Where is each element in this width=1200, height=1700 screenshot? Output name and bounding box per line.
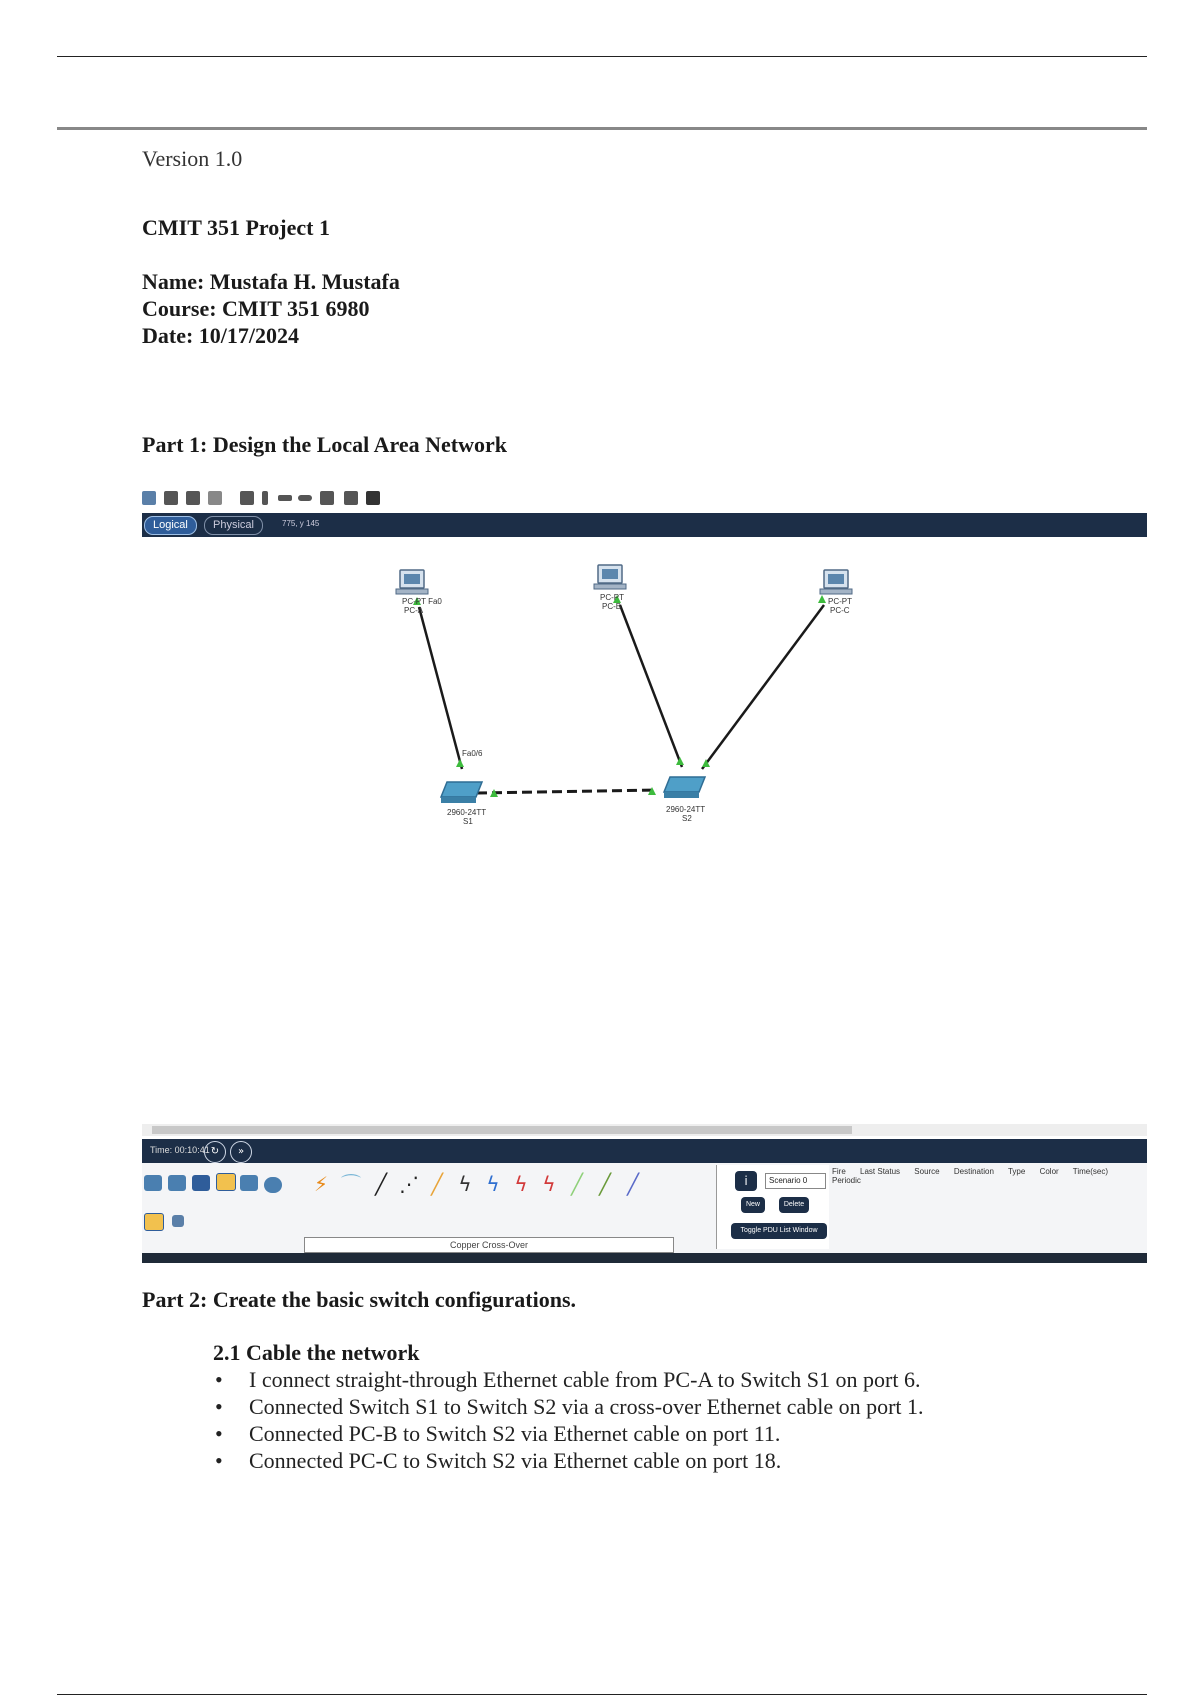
console-cable-icon[interactable]: ⌒: [341, 1172, 361, 1196]
footer-rule: [57, 1694, 1147, 1695]
network-topology: [142, 537, 1147, 1122]
packet-tracer-screenshot: [142, 486, 1147, 1263]
pc-a-icon[interactable]: [396, 570, 428, 594]
part1-heading: Part 1: Design the Local Area Network: [142, 432, 507, 457]
pc-c-type: PC-PT: [828, 597, 852, 606]
scenario-panel: [716, 1165, 829, 1249]
pc-a-type: PC-PT Fa0: [402, 597, 442, 606]
tab-physical[interactable]: Physical: [204, 516, 263, 535]
pc-c-icon[interactable]: [820, 570, 852, 594]
pc-a-label: PC-A: [404, 606, 424, 615]
port-light-s2-pcb: [676, 757, 684, 765]
serial-dce-icon[interactable]: ϟ: [514, 1172, 528, 1196]
note-icon[interactable]: [240, 491, 254, 505]
connections-icon[interactable]: [216, 1173, 236, 1191]
os-taskbar: [142, 1253, 1147, 1263]
add-pdu-icon[interactable]: [344, 491, 358, 505]
move-icon[interactable]: [186, 491, 200, 505]
device-panel: [142, 1163, 1147, 1253]
s1-label: S1: [463, 817, 473, 826]
col-last-status: Last Status: [860, 1167, 901, 1176]
grid-icon[interactable]: [172, 1215, 184, 1227]
student-info: [142, 268, 400, 349]
col-periodic: Periodic: [832, 1176, 861, 1185]
pt-toolbar: [142, 486, 1147, 512]
tab-logical[interactable]: Logical: [144, 516, 197, 535]
time-readout: Time: 00:10:41: [150, 1145, 210, 1155]
multiuser-icon[interactable]: [264, 1177, 282, 1193]
octal-icon[interactable]: ╱: [570, 1172, 584, 1196]
scenario-select[interactable]: Scenario 0: [765, 1173, 826, 1189]
col-time: Time(sec): [1072, 1167, 1109, 1176]
port-light-pcc: [818, 595, 826, 603]
workspace-bar: [142, 513, 1147, 537]
switch-s1-icon[interactable]: [441, 782, 482, 803]
workspace-scrollbar[interactable]: [142, 1124, 1147, 1136]
freeform-icon[interactable]: [320, 491, 334, 505]
complex-pdu-icon[interactable]: [366, 491, 380, 505]
part2-heading: Part 2: Create the basic switch configurations.: [142, 1287, 577, 1312]
header-rule-thick: [57, 127, 1147, 130]
name-line: Name: Mustafa H. Mustafa: [142, 269, 400, 294]
pc-c-label: PC-C: [830, 606, 850, 615]
end-devices-icon[interactable]: [168, 1175, 186, 1191]
reset-time-icon[interactable]: ↻: [204, 1141, 226, 1163]
switch-s2-icon[interactable]: [664, 777, 705, 798]
s1-type: 2960-24TT: [447, 808, 487, 817]
search-icon[interactable]: [164, 491, 178, 505]
time-bar: [142, 1139, 1147, 1163]
delete-button[interactable]: Delete: [779, 1197, 809, 1213]
pc-b-type: PC-PT: [600, 593, 624, 602]
crossover-icon[interactable]: ⋰: [399, 1172, 419, 1196]
list-item: • Connected Switch S1 to Switch S2 via a cross-over Ethernet cable on port 1.: [213, 1393, 924, 1420]
project-title: CMIT 351 Project 1: [142, 215, 330, 240]
network-devices-icon[interactable]: [144, 1175, 162, 1191]
link-pca-s1: [419, 607, 462, 769]
link-pcc-s2: [702, 605, 824, 769]
fiber-icon[interactable]: ╱: [430, 1172, 444, 1196]
scroll-thumb[interactable]: [152, 1126, 852, 1134]
toggle-pdu-button[interactable]: Toggle PDU List Window: [731, 1223, 827, 1239]
col-color: Color: [1039, 1167, 1059, 1176]
resize-icon[interactable]: [208, 491, 222, 505]
s1-port-label: Fa0/6: [462, 749, 483, 758]
fast-forward-icon[interactable]: »: [230, 1141, 252, 1163]
new-button[interactable]: New: [741, 1197, 765, 1213]
col-fire: Fire: [832, 1167, 846, 1176]
version-label: Version 1.0: [142, 146, 243, 171]
connections-sub-icon[interactable]: [144, 1213, 164, 1231]
list-item: • Connected PC-C to Switch S2 via Ethernet cable on port 18.: [213, 1447, 924, 1474]
list-item: • Connected PC-B to Switch S2 via Ethernet cable on port 11.: [213, 1420, 924, 1447]
link-s1-s2: [477, 790, 657, 793]
col-destination: Destination: [953, 1167, 994, 1176]
auto-cable-icon[interactable]: ⚡: [313, 1172, 329, 1196]
pc-b-label: PC-B: [602, 602, 622, 611]
pc-b-icon[interactable]: [594, 565, 626, 589]
s2-type: 2960-24TT: [666, 805, 706, 814]
s2-label: S2: [682, 814, 692, 823]
col-type: Type: [1007, 1167, 1026, 1176]
port-light-s1-pca: [456, 759, 464, 767]
list-item: • I connect straight-through Ethernet cable from PC-A to Switch S1 on port 6.: [213, 1366, 924, 1393]
section-2-1-heading: 2.1 Cable the network: [213, 1340, 420, 1365]
course-line: Course: CMIT 351 6980: [142, 296, 370, 321]
line-icon[interactable]: [262, 491, 268, 505]
serial-dte-icon[interactable]: ϟ: [542, 1172, 556, 1196]
coords-readout: 775, y 145: [282, 519, 320, 528]
ellipse-icon[interactable]: [298, 495, 312, 501]
pdu-list-header: [832, 1167, 1147, 1185]
link-pcb-s2: [620, 605, 682, 767]
coaxial-icon[interactable]: ϟ: [486, 1172, 500, 1196]
components-icon[interactable]: [192, 1175, 210, 1191]
col-source: Source: [914, 1167, 940, 1176]
cabling-steps: [213, 1366, 924, 1474]
rectangle-icon[interactable]: [278, 495, 292, 501]
select-icon[interactable]: [142, 491, 156, 505]
straight-through-icon[interactable]: ╱: [374, 1172, 388, 1196]
date-line: Date: 10/17/2024: [142, 323, 300, 348]
cable-type-label: Copper Cross-Over: [304, 1237, 674, 1253]
iot-cable-icon[interactable]: ╱: [598, 1172, 612, 1196]
phone-cable-icon[interactable]: ϟ: [458, 1172, 472, 1196]
info-icon[interactable]: i: [735, 1171, 757, 1191]
misc-icon[interactable]: [240, 1175, 258, 1191]
usb-cable-icon[interactable]: ╱: [626, 1172, 640, 1196]
header-rule: [57, 56, 1147, 57]
